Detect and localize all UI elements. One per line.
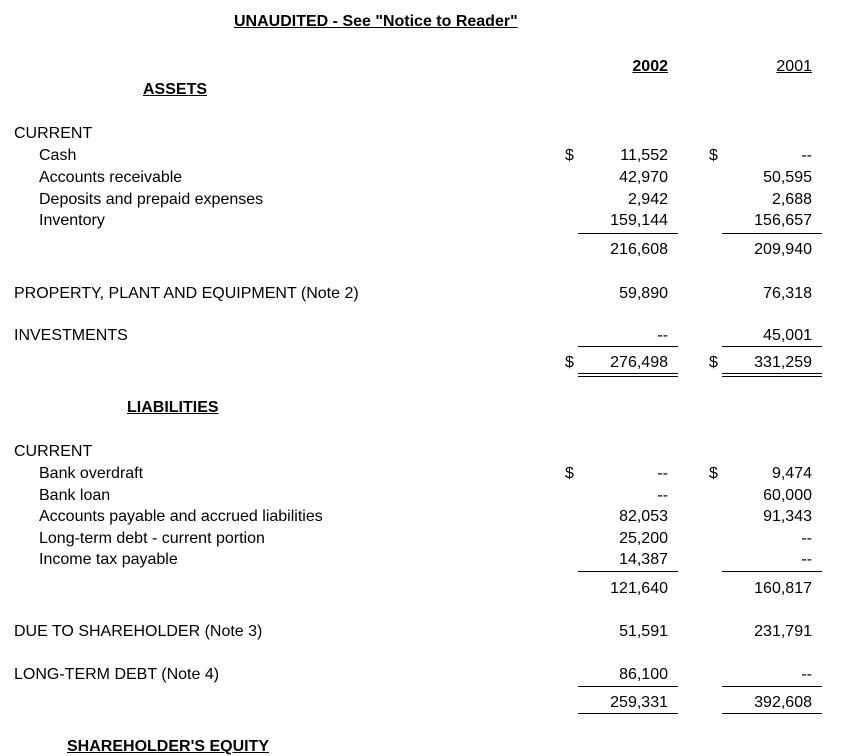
investments-2001: 45,001 (763, 327, 812, 344)
value-2002: 42,970 (619, 169, 668, 186)
value-2001: 91,343 (763, 508, 812, 525)
value-2001: 60,000 (763, 487, 812, 504)
total-assets-2001: 331,259 (754, 354, 812, 371)
due-to-shareholder-2001: 231,791 (754, 623, 812, 640)
due-to-shareholder-label: DUE TO SHAREHOLDER (Note 3) (14, 623, 263, 640)
total-liabilities-2001: 392,608 (754, 694, 812, 711)
assets-current-total-2001: 209,940 (754, 241, 812, 258)
value-2001: 50,595 (763, 169, 812, 186)
subtotal-rule (578, 233, 678, 234)
total-rule (722, 713, 822, 714)
liabilities-current-total-2002: 121,640 (610, 580, 668, 597)
currency-symbol: $ (565, 147, 574, 164)
total-assets-2002: 276,498 (610, 354, 668, 371)
line-item-label: Income tax payable (39, 551, 178, 568)
line-item-label: Cash (39, 147, 77, 164)
value-2002: 25,200 (619, 530, 668, 547)
due-to-shareholder-2002: 51,591 (619, 623, 668, 640)
total-rule (578, 713, 678, 714)
assets-heading: ASSETS (143, 81, 208, 98)
ppe-2001: 76,318 (763, 285, 812, 302)
subtotal-rule (722, 571, 822, 572)
liabilities-heading: LIABILITIES (127, 399, 219, 416)
value-2001: -- (801, 147, 812, 164)
value-2002: 2,942 (627, 191, 668, 208)
liabilities-current-label: CURRENT (14, 443, 93, 460)
investments-label: INVESTMENTS (14, 327, 128, 344)
value-2002: 14,387 (619, 551, 668, 568)
currency-symbol: $ (565, 465, 574, 482)
report-header: UNAUDITED - See "Notice to Reader" (234, 13, 518, 30)
assets-current-label: CURRENT (14, 125, 93, 142)
subtotal-rule (578, 571, 678, 572)
currency-symbol: $ (709, 465, 718, 482)
value-2001: 156,657 (754, 212, 812, 229)
value-2001: 9,474 (771, 465, 812, 482)
value-2001: 2,688 (771, 191, 812, 208)
value-2002: 82,053 (619, 508, 668, 525)
investments-2002: -- (657, 327, 668, 344)
year-2001-heading: 2001 (776, 58, 812, 75)
total-rule (578, 346, 678, 347)
line-item-label: Bank loan (39, 487, 111, 504)
liabilities-current-total-2001: 160,817 (754, 580, 812, 597)
year-2002-heading: 2002 (632, 58, 668, 75)
assets-current-total-2002: 216,608 (610, 241, 668, 258)
ppe-2002: 59,890 (619, 285, 668, 302)
line-item-label: Bank overdraft (39, 465, 144, 482)
total-rule (578, 686, 678, 687)
value-2002: 159,144 (610, 212, 668, 229)
value-2002: -- (657, 487, 668, 504)
currency-symbol: $ (565, 354, 574, 371)
total-liabilities-2002: 259,331 (610, 694, 668, 711)
double-underline (722, 373, 822, 377)
ppe-label: PROPERTY, PLANT AND EQUIPMENT (Note 2) (14, 285, 359, 302)
value-2002: 11,552 (620, 147, 668, 164)
total-rule (722, 686, 822, 687)
value-2002: -- (657, 465, 668, 482)
line-item-label: Inventory (39, 212, 105, 229)
line-item-label: Accounts payable and accrued liabilities (39, 508, 323, 525)
currency-symbol: $ (709, 147, 718, 164)
currency-symbol: $ (709, 354, 718, 371)
long-term-debt-label: LONG-TERM DEBT (Note 4) (14, 666, 220, 683)
line-item-label: Deposits and prepaid expenses (39, 191, 264, 208)
line-item-label: Long-term debt - current portion (39, 530, 265, 547)
long-term-debt-2002: 86,100 (619, 666, 668, 683)
value-2001: -- (801, 530, 812, 547)
value-2001: -- (801, 551, 812, 568)
long-term-debt-2001: -- (801, 666, 812, 683)
double-underline (578, 373, 678, 377)
total-rule (722, 346, 822, 347)
equity-heading: SHAREHOLDER'S EQUITY (67, 738, 270, 755)
subtotal-rule (722, 233, 822, 234)
line-item-label: Accounts receivable (39, 169, 183, 186)
